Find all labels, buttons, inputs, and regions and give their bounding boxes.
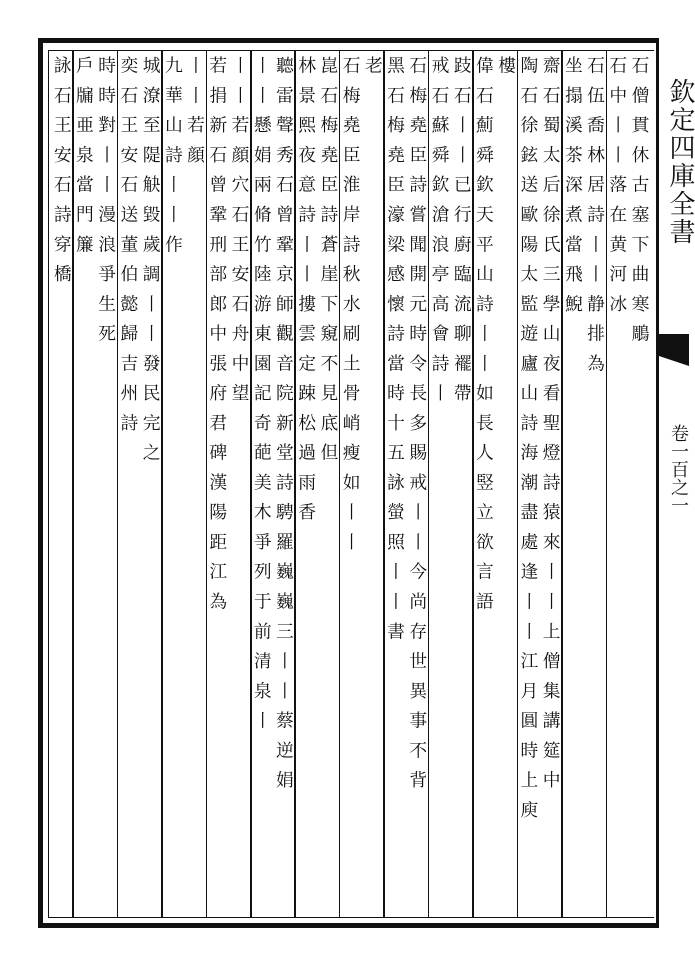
text-column: 時時對丨丨漫浪爭生死 — [95, 56, 116, 354]
center-margin-strip — [656, 38, 695, 928]
book-title: 欽定四庫全書 — [665, 78, 695, 246]
text-column: 丨丨懸娟兩脩竹陸游東園記奇葩美木爭列于前清泉丨 — [251, 56, 272, 741]
text-column: 陶石徐鉉送歐陽太監遊廬山詩海潮盡處逢丨丨江月圓時上庾 — [517, 56, 538, 831]
column-rule — [117, 50, 119, 918]
text-column: 跂石丨丨已行廚臨流聊襬帶 — [451, 56, 472, 414]
text-column: 樓 — [495, 56, 516, 86]
text-column: 黑石梅堯臣濠梁感懷詩當時十五詠螢照丨丨書 — [384, 56, 405, 652]
text-column: 聽雷聲秀石曾鞏京師觀音院新堂詩騁羅巍巍三丨丨蔡逆娟 — [273, 56, 294, 801]
column-rule — [250, 50, 252, 918]
text-column: 石中丨丨落在黄河冰 — [606, 56, 627, 324]
text-column: 石伍喬林居詩丨丨静排為 — [584, 56, 605, 384]
text-column: 坐搨溪茶深煮當飛鯢 — [562, 56, 583, 324]
column-rule — [517, 50, 519, 918]
text-column: 九華山詩丨丨作 — [162, 56, 183, 265]
text-column: 若捐新石曾鞏刑部郎中張府君碑漢陽距江為 — [206, 56, 227, 622]
text-column: 城潦至隄觖毀歲調丨丨發民完之 — [140, 56, 161, 473]
text-column: 石僧貫休古塞下曲寒鵰 — [628, 56, 649, 354]
column-rule — [428, 50, 430, 918]
text-column: 崑石梅堯臣詩蒼崖下窺不見底但 — [317, 56, 338, 473]
text-column: 石梅堯臣詩嘗聞開元時令長多賜戒丨丨今尚存世異事不背 — [406, 56, 427, 801]
column-rule — [206, 50, 208, 918]
fishtail-mark — [659, 334, 689, 356]
column-rule — [294, 50, 296, 918]
volume-label: 卷一百之一 — [668, 424, 689, 514]
text-column: 偉石薊舜欽天平山詩丨丨如長人竪立欲言語 — [473, 56, 494, 622]
text-column: 詠石王安石詩穿橋 — [51, 56, 72, 295]
column-rule — [339, 50, 341, 918]
text-column: 丨丨若顔 — [184, 56, 205, 176]
text-column: 戒石蘇舜欽滄浪亭高會詩丨 — [428, 56, 449, 414]
text-column: 老 — [362, 56, 383, 86]
text-column: 奕石王安石送董伯懿歸吉州詩 — [117, 56, 138, 444]
text-column: 戶牖亜泉當門簾 — [73, 56, 94, 265]
text-column: 林景熙夜意詩丨丨摟雲定踈松過雨香 — [295, 56, 316, 533]
text-column: 丨丨若顔穴石王安石舟中望 — [228, 56, 249, 414]
column-rule — [161, 50, 163, 918]
text-column: 齋石蜀太后徐氏三學山夜看聖燈詩猿來丨丨上僧集講筵中 — [540, 56, 561, 801]
text-column: 石梅堯臣淮岸詩秋水刷土骨峭瘦如丨丨 — [340, 56, 361, 563]
column-rule — [72, 50, 74, 918]
column-rule — [561, 50, 563, 918]
column-rule — [383, 50, 385, 918]
column-rule — [606, 50, 608, 918]
column-rule — [472, 50, 474, 918]
